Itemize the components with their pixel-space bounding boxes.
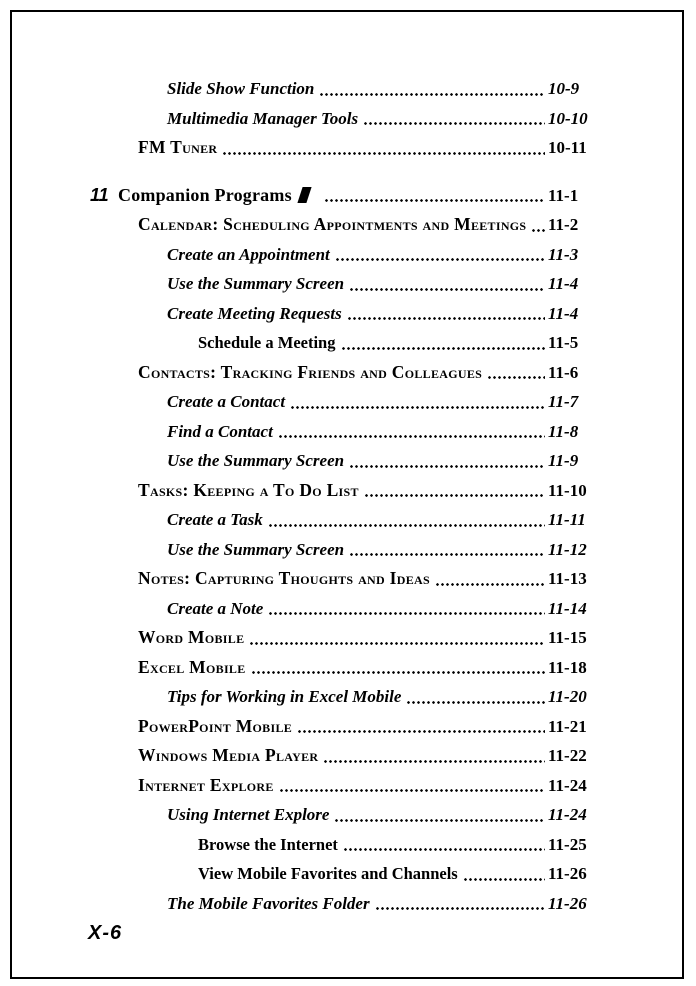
toc-entry-row (90, 417, 642, 447)
toc-entry-page: 11-11 (548, 510, 586, 529)
toc-entry-row (90, 623, 642, 653)
dot-leader-icon (297, 730, 545, 733)
chapter-number: 11 (90, 184, 109, 205)
toc-entry-page: 10-9 (548, 79, 580, 98)
dot-leader-icon (341, 347, 546, 350)
toc-entry-row (90, 299, 642, 329)
toc-entry-label: Slide Show Function (167, 79, 315, 98)
toc-entry-label: Notes: Capturing Thoughts and Ideas (138, 568, 430, 588)
toc-entry-page: 11-24 (548, 805, 587, 824)
toc-entry-row (90, 653, 642, 683)
toc-entry-row (90, 741, 642, 771)
toc-entry-label: PowerPoint Mobile (138, 715, 293, 736)
toc-entry-label: The Mobile Favorites Folder (167, 893, 370, 913)
dot-leader-icon (343, 848, 545, 851)
toc-entry-row (90, 564, 642, 594)
toc-entry-label: Schedule a Meeting (198, 333, 336, 352)
toc-entry-label: Word Mobile (138, 627, 245, 647)
toc-entry-label: FM Tuner (138, 137, 218, 157)
toc-entry-label: Create a Contact (167, 392, 286, 411)
toc-entry-page: 11-21 (548, 716, 587, 736)
dot-leader-icon (487, 376, 545, 379)
toc-entry-page: 11-10 (548, 480, 587, 500)
toc-entry-label: Internet Explore (138, 774, 274, 795)
dot-leader-icon (249, 642, 545, 645)
table-of-contents (90, 74, 642, 918)
toc-entry-page: 11-1 (548, 185, 579, 205)
toc-entry-page: 11-8 (548, 421, 579, 441)
bold-slash-icon (297, 187, 311, 203)
dot-leader-icon (278, 435, 545, 438)
toc-entry-row (90, 476, 642, 506)
toc-entry-label: Create an Appointment (167, 244, 330, 264)
dot-leader-icon (347, 317, 545, 320)
toc-entry-page: 11-20 (548, 687, 587, 706)
toc-entry-row (90, 74, 642, 104)
toc-entry-page: 11-26 (548, 893, 587, 913)
dot-leader-icon (463, 878, 545, 881)
toc-entry-row (90, 712, 642, 742)
toc-entry-row (90, 505, 642, 535)
toc-entry-row (90, 594, 642, 624)
dot-leader-icon (406, 701, 545, 704)
dot-leader-icon (435, 583, 545, 586)
toc-entry-page: 11-13 (548, 569, 587, 588)
toc-entry-row (90, 387, 642, 417)
toc-entry-page: 11-22 (548, 746, 587, 765)
toc-entry-row (90, 889, 642, 919)
dot-leader-icon (334, 819, 545, 822)
dot-leader-icon (531, 229, 545, 232)
toc-entry-row (90, 104, 642, 134)
dot-leader-icon (363, 122, 545, 125)
toc-entry-label: View Mobile Favorites and Channels (198, 864, 458, 883)
toc-entry-label: Calendar: Scheduling Appointments and Meetings (138, 214, 527, 234)
page-number-footer: X-6 (88, 922, 123, 944)
toc-entry-row (90, 328, 642, 358)
toc-entry-label: Multimedia Manager Tools (167, 108, 359, 128)
toc-entry-row (90, 771, 642, 801)
toc-entry-label: Find a Contact (167, 421, 273, 441)
dot-leader-icon (279, 789, 545, 792)
toc-entry-label: Create a Note (167, 598, 264, 618)
dot-leader-icon (251, 671, 545, 674)
toc-entry-row (90, 682, 642, 712)
toc-entry-page: 11-9 (548, 451, 579, 470)
dot-leader-icon (375, 907, 545, 910)
toc-entry-label: Tips for Working in Excel Mobile (167, 687, 402, 706)
toc-entry-page: 11-3 (548, 244, 579, 264)
toc-entry-page: 11-2 (548, 215, 579, 234)
toc-entry-row (90, 358, 642, 388)
toc-entry-row (90, 446, 642, 476)
toc-entry-row (90, 859, 642, 889)
dot-leader-icon (268, 612, 545, 615)
toc-entry-label: Windows Media Player (138, 745, 319, 765)
dot-leader-icon (349, 553, 545, 556)
toc-entry-label: Use the Summary Screen (167, 539, 345, 559)
toc-chapter-row (90, 181, 642, 211)
toc-entry-label: Excel Mobile (138, 656, 246, 677)
toc-entry-page: 10-11 (548, 138, 587, 157)
dot-leader-icon (349, 288, 545, 291)
toc-entry-row (90, 830, 642, 860)
toc-entry-page: 11-12 (548, 539, 587, 559)
dot-leader-icon (324, 199, 545, 202)
dot-leader-icon (222, 152, 545, 155)
toc-entry-label: Use the Summary Screen (167, 451, 345, 470)
dot-leader-icon (268, 524, 545, 527)
toc-entry-page: 11-18 (548, 657, 587, 677)
toc-entry-label: Using Internet Explore (167, 805, 330, 824)
toc-entry-page: 11-5 (548, 333, 579, 352)
toc-entry-page: 11-26 (548, 864, 587, 883)
dot-leader-icon (323, 760, 545, 763)
toc-entry-page: 11-4 (548, 274, 579, 293)
toc-entry-row (90, 133, 642, 163)
toc-entry-page: 10-10 (548, 108, 588, 128)
toc-entry-label: Create Meeting Requests (167, 303, 342, 323)
toc-entry-label: Tasks: Keeping a To Do List (138, 479, 359, 500)
toc-entry-label: Contacts: Tracking Friends and Colleagues (138, 361, 483, 382)
toc-entry-row (90, 240, 642, 270)
toc-entry-label: Browse the Internet (198, 834, 338, 854)
toc-entry-page: 11-15 (548, 628, 587, 647)
toc-entry-row (90, 800, 642, 830)
toc-entry-page: 11-24 (548, 775, 587, 795)
toc-entry-label: Create a Task (167, 510, 263, 529)
toc-entry-row (90, 210, 642, 240)
toc-entry-page: 11-6 (548, 362, 579, 382)
toc-entry-page: 11-4 (548, 303, 579, 323)
dot-leader-icon (319, 93, 545, 96)
dot-leader-icon (349, 465, 545, 468)
toc-entry-label: Use the Summary Screen (167, 274, 345, 293)
dot-leader-icon (290, 406, 545, 409)
dot-leader-icon (364, 494, 545, 497)
dot-leader-icon (335, 258, 545, 261)
toc-entry-page: 11-14 (548, 598, 587, 618)
toc-entry-row (90, 535, 642, 565)
toc-entry-row (90, 269, 642, 299)
toc-entry-page: 11-7 (548, 392, 579, 411)
toc-entry-label: Companion Programs (118, 184, 292, 205)
toc-entry-page: 11-25 (548, 834, 587, 854)
